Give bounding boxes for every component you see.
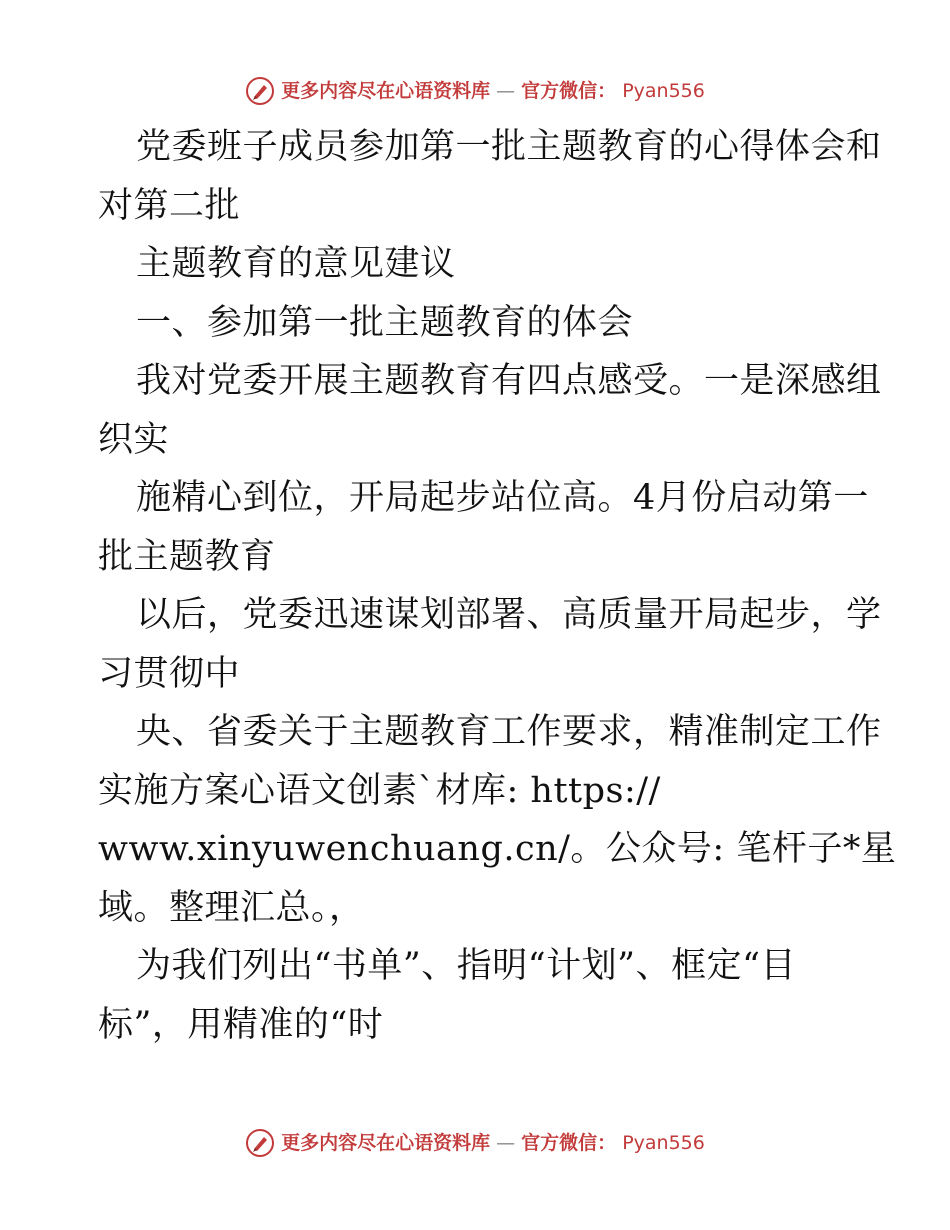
pen-logo-icon <box>245 76 275 106</box>
text-line: 以后，党委迅速谋划部署、高质量开局起步，学 <box>136 595 882 635</box>
text-line: 我对党委开展主题教育有四点感受。一是深感组 <box>136 361 882 401</box>
text-line: www.xinyuwenchuang.cn/。公众号: 笔杆子*星 <box>98 829 897 869</box>
text-line: 对第二批 <box>98 185 241 226</box>
document-body <box>98 118 897 1054</box>
text-line: 主题教育的意见建议 <box>136 244 456 284</box>
text-line: 习贯彻中 <box>98 653 241 694</box>
header-watermark <box>0 76 950 106</box>
watermark-dash: — <box>496 80 516 102</box>
footer-watermark <box>0 1128 950 1158</box>
watermark-text: 更多内容尽在心语资料库 <box>281 1132 491 1154</box>
pen-logo-icon <box>245 1128 275 1158</box>
watermark-dash: — <box>496 1132 516 1154</box>
watermark-text: 更多内容尽在心语资料库 <box>281 80 491 102</box>
watermark-account-id: Pyan556 <box>622 1132 705 1154</box>
text-line: 施精心到位，开局起步站位高。4月份启动第一 <box>136 478 869 518</box>
watermark-account-label: 官方微信： <box>521 80 617 102</box>
text-line: 央、省委关于主题教育工作要求，精准制定工作 <box>136 712 882 752</box>
text-line: 党委班子成员参加第一批主题教育的心得体会和 <box>136 127 882 167</box>
text-line: 为我们列出“书单”、指明“计划”、框定“目 <box>136 946 796 986</box>
text-line: 标”，用精准的“时 <box>98 1004 384 1045</box>
watermark-account-label: 官方微信： <box>521 1132 617 1154</box>
text-line: 域。整理汇总。， <box>98 887 365 928</box>
section-heading: 一、参加第一批主题教育的体会 <box>136 302 634 343</box>
text-line: 实施方案心语文创素`材库: https:// <box>98 770 661 811</box>
text-line: 织实 <box>98 419 170 460</box>
watermark-account-id: Pyan556 <box>622 80 705 102</box>
text-line: 批主题教育 <box>98 536 276 577</box>
